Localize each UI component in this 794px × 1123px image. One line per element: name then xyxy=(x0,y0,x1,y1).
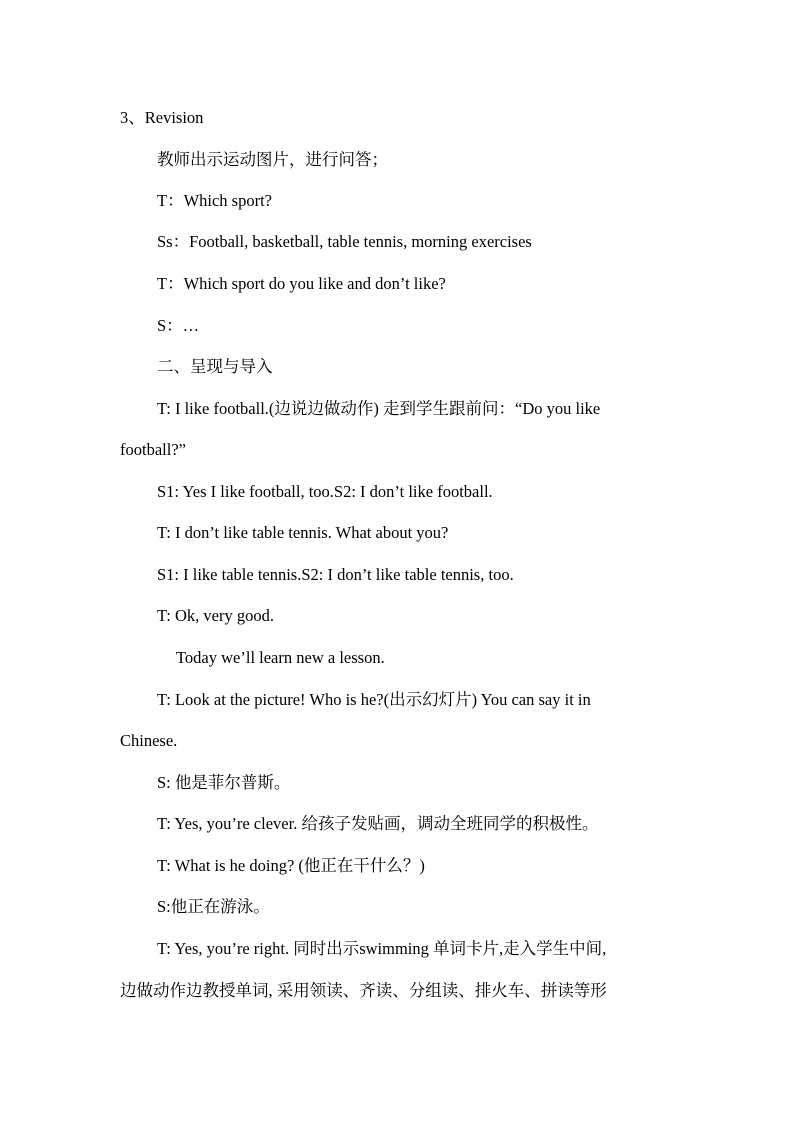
dialogue-line: T: Yes, you’re right. 同时出示swimming 单词卡片,走入学生中间, xyxy=(157,939,607,958)
dialogue-line: S1: I like table tennis.S2: I don’t like table tennis, too. xyxy=(157,565,514,584)
paragraph-line: 教师出示运动图片，进行问答； xyxy=(157,150,388,169)
dialogue-line: T：Which sport do you like and don’t like? xyxy=(157,274,446,293)
dialogue-line: T: I like football.(边说边做动作) 走到学生跟前问：“Do you like xyxy=(157,399,601,418)
dialogue-line: Today we’ll learn new a lesson. xyxy=(176,648,385,667)
dialogue-line-continuation: football?” xyxy=(120,440,186,459)
section-heading-revision: 3、Revision xyxy=(120,108,204,127)
dialogue-line: S:他正在游泳。 xyxy=(157,897,270,916)
section-heading-presentation: 二、呈现与导入 xyxy=(157,357,273,376)
dialogue-line: T: Look at the picture! Who is he?(出示幻灯片) You can say it in xyxy=(157,690,591,709)
dialogue-line: T: What is he doing? (他正在干什么？) xyxy=(157,856,425,875)
dialogue-line-continuation: Chinese. xyxy=(120,731,178,750)
dialogue-line: Ss：Football, basketball, table tennis, morning exercises xyxy=(157,232,532,251)
dialogue-line: S：… xyxy=(157,316,200,335)
dialogue-line: T: Yes, you’re clever. 给孩子发贴画，调动全班同学的积极性。 xyxy=(157,814,599,833)
dialogue-line: S: 他是菲尔普斯。 xyxy=(157,773,291,792)
dialogue-line: T: Ok, very good. xyxy=(157,606,274,625)
dialogue-line: T：Which sport? xyxy=(157,191,273,210)
dialogue-line: S1: Yes I like football, too.S2: I don’t like football. xyxy=(157,482,493,501)
dialogue-line: T: I don’t like table tennis. What about you? xyxy=(157,523,449,542)
paragraph-line-continuation: 边做动作边教授单词, 采用领读、齐读、分组读、排火车、拼读等形 xyxy=(120,981,607,1000)
